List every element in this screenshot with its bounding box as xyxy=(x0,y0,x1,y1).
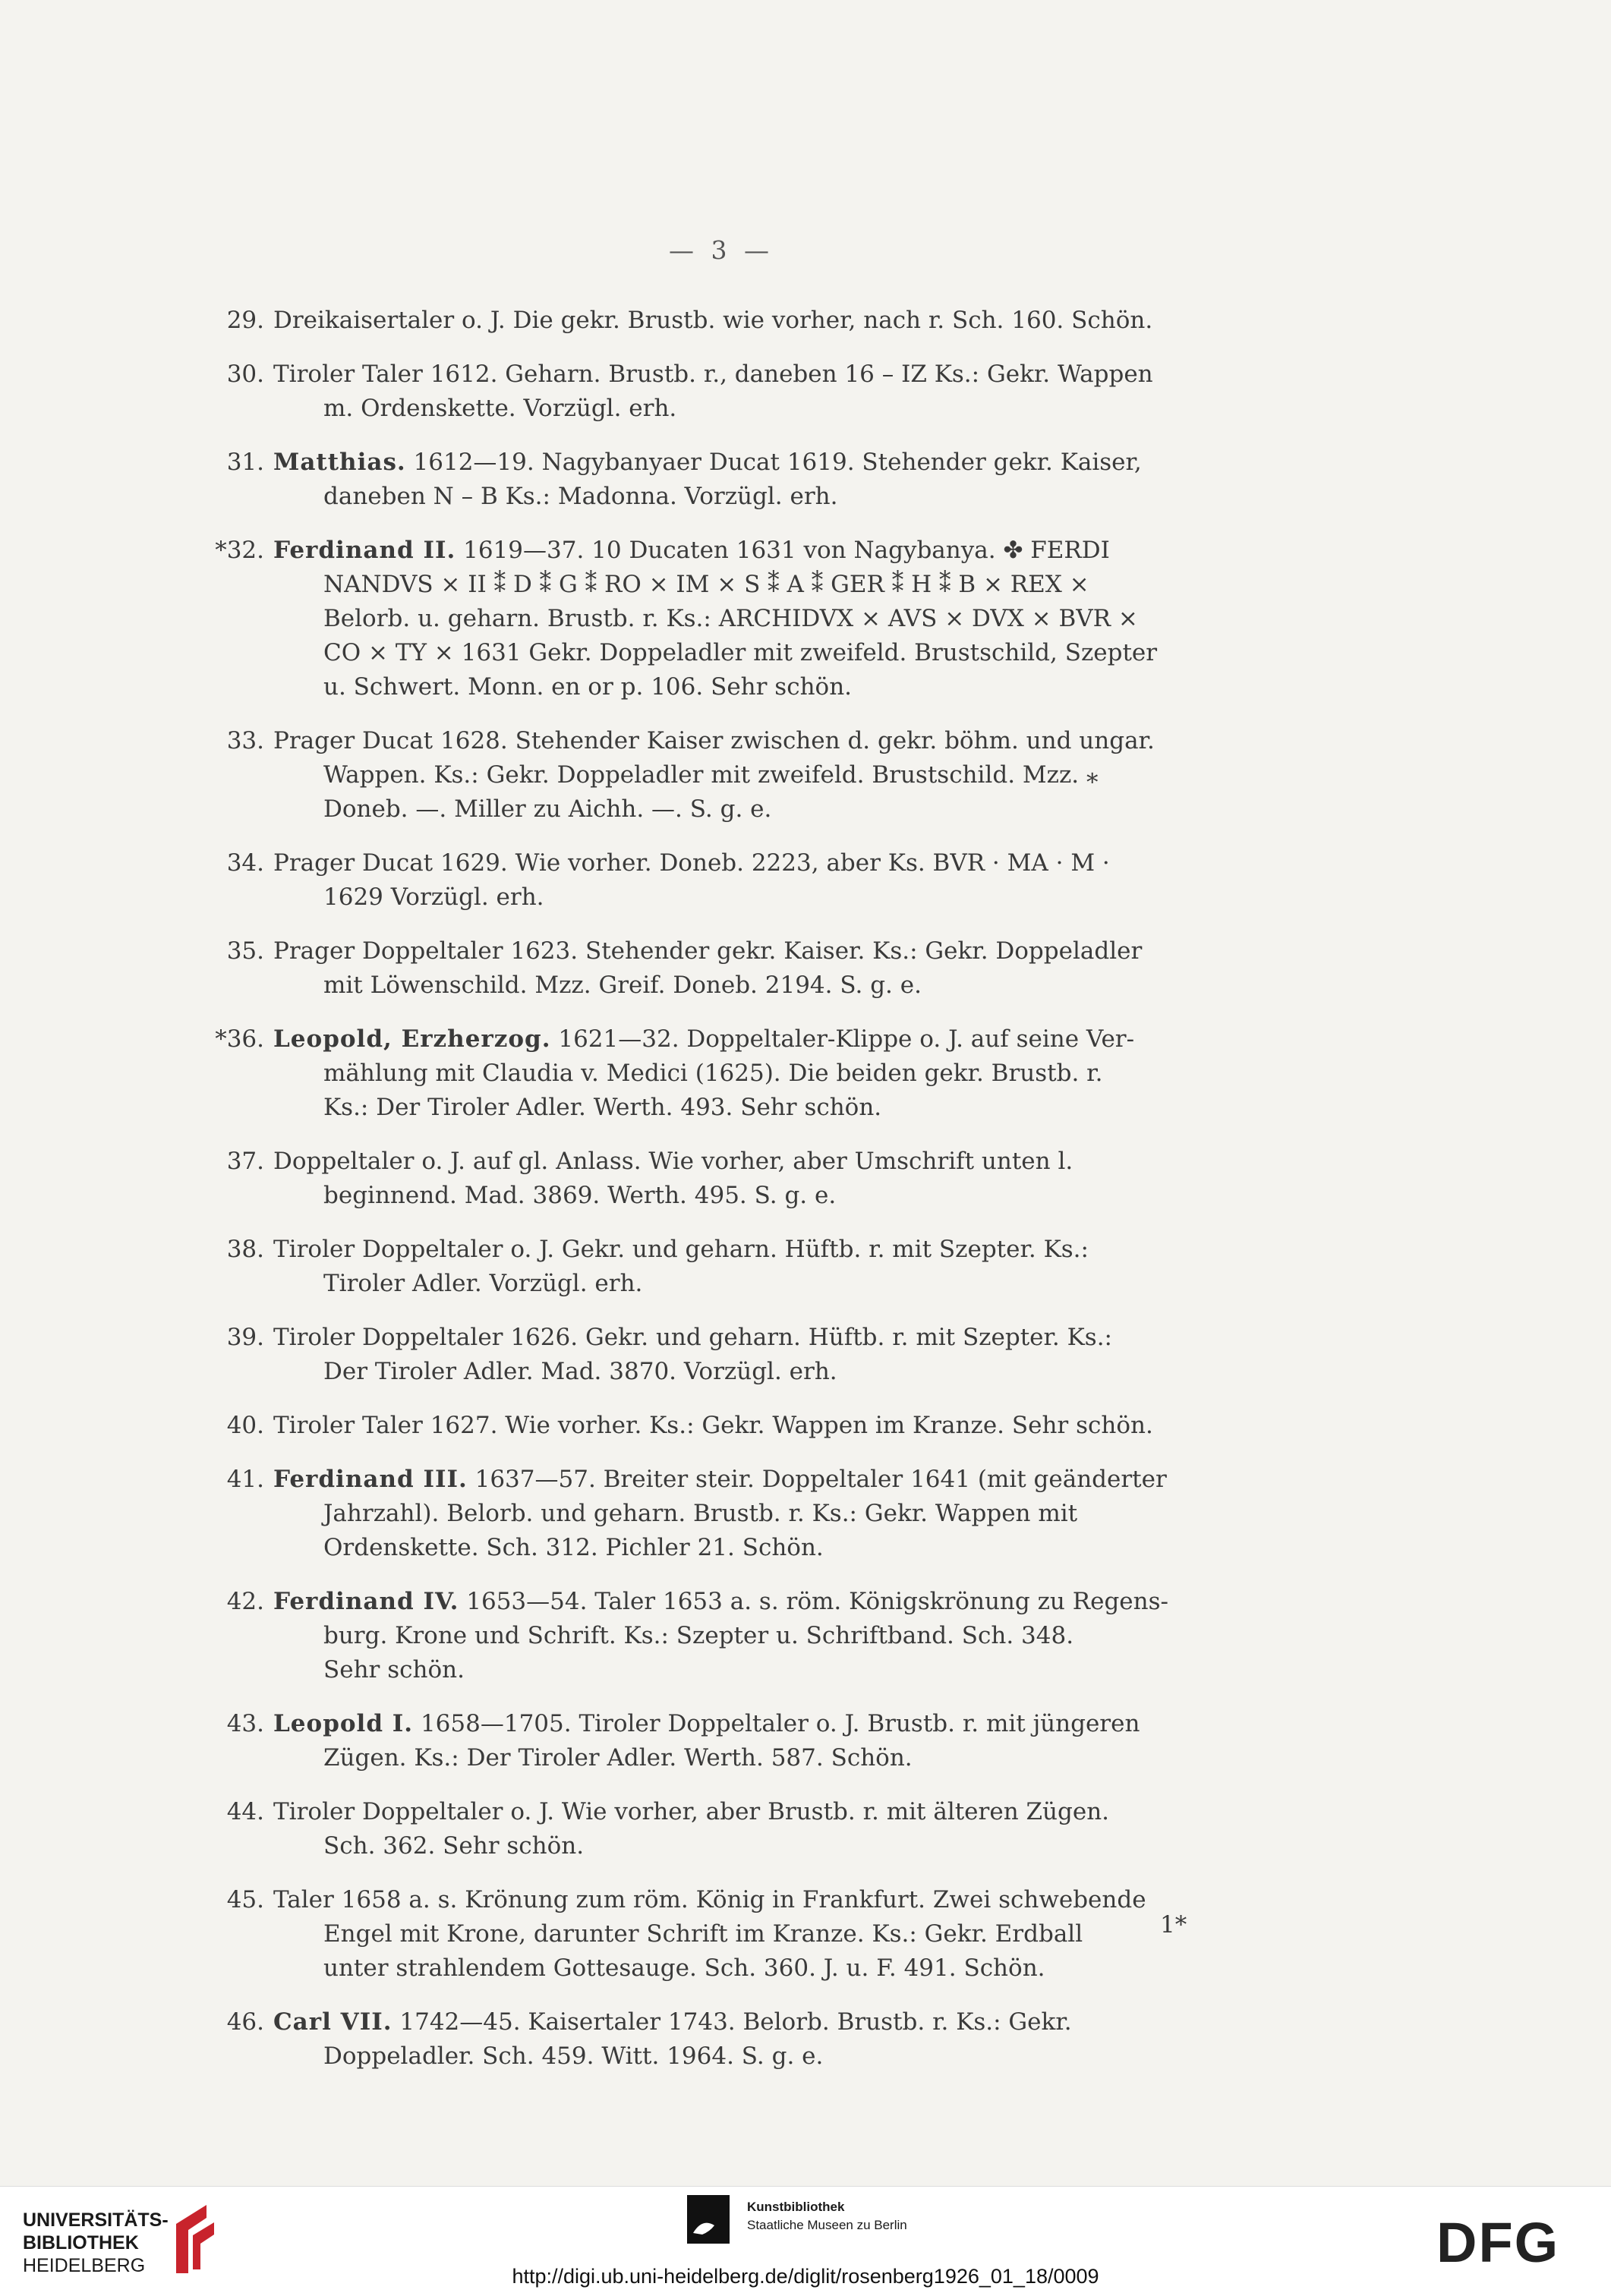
entry-text: 1742—45. Kaisertaler 1743. Belorb. Brustb. r. Ks.: Gekr. xyxy=(392,2008,1072,2036)
entry-line xyxy=(205,480,1268,514)
catalogue-entry xyxy=(205,534,1268,704)
entry-line xyxy=(205,1463,1268,1497)
catalogue-entry xyxy=(205,1409,1268,1443)
entry-text: Doppeladler. Sch. 459. Witt. 1964. S. g. e. xyxy=(323,2042,824,2070)
entry-text: Jahrzahl). Belorb. und geharn. Brustb. r. Ks.: Gekr. Wappen mit xyxy=(323,1500,1078,1527)
entry-line xyxy=(205,1497,1268,1531)
entry-line xyxy=(205,880,1268,915)
ub-line-3: HEIDELBERG xyxy=(23,2255,146,2276)
entry-line xyxy=(205,1741,1268,1775)
entry-line xyxy=(205,1145,1268,1179)
entry-line xyxy=(205,392,1268,426)
catalogue-entry xyxy=(205,446,1268,514)
entry-line xyxy=(205,534,1268,568)
entry-text: 1653—54. Taler 1653 a. s. röm. Königskrönung zu Regens- xyxy=(459,1588,1168,1615)
entry-line xyxy=(205,792,1268,827)
entry-text: Engel mit Krone, darunter Schrift im Kranze. Ks.: Gekr. Erdball xyxy=(323,1920,1083,1948)
entry-number: 29. xyxy=(226,307,264,334)
entry-text: Prager Doppeltaler 1623. Stehender gekr. Kaiser. Ks.: Gekr. Doppeladler xyxy=(273,937,1143,965)
entry-line xyxy=(205,1091,1268,1125)
kunstbibliothek-logo-icon xyxy=(687,2195,730,2244)
entry-text: Ordenskette. Sch. 312. Pichler 21. Schön. xyxy=(323,1534,824,1561)
entry-line xyxy=(205,1619,1268,1653)
entry-text: Dreikaisertaler o. J. Die gekr. Brustb. wie vorher, nach r. Sch. 160. Schön. xyxy=(273,307,1153,334)
entry-line xyxy=(205,758,1268,792)
entry-text: mählung mit Claudia v. Medici (1625). Die beiden gekr. Brustb. r. xyxy=(323,1060,1103,1087)
entry-ruler-name: Leopold, Erzherzog. xyxy=(273,1025,551,1053)
dfg-logo[interactable]: DFG xyxy=(1436,2211,1560,2274)
entry-line xyxy=(205,670,1268,704)
entry-text: Tiroler Adler. Vorzügl. erh. xyxy=(323,1270,643,1297)
entry-number: 30. xyxy=(226,361,264,388)
entry-text: Prager Ducat 1629. Wie vorher. Doneb. 2223, aber Ks. BVR · MA · M · xyxy=(273,849,1110,877)
entry-line xyxy=(205,1653,1268,1687)
catalogue-entry xyxy=(205,1233,1268,1301)
entry-text: daneben N – B Ks.: Madonna. Vorzügl. erh. xyxy=(323,483,838,510)
entry-line xyxy=(205,2005,1268,2039)
entry-line xyxy=(205,636,1268,670)
entry-text: Ks.: Der Tiroler Adler. Werth. 493. Sehr schön. xyxy=(323,1094,882,1121)
entry-line xyxy=(205,1022,1268,1057)
entry-text: CO × TY × 1631 Gekr. Doppeladler mit zweifeld. Brustschild, Szepter xyxy=(323,639,1158,666)
entry-line xyxy=(205,724,1268,758)
catalogue-entry xyxy=(205,1321,1268,1389)
entry-number: 45. xyxy=(226,1886,264,1913)
entry-line xyxy=(205,602,1268,636)
entry-line xyxy=(205,1355,1268,1389)
entry-text: m. Ordenskette. Vorzügl. erh. xyxy=(323,395,677,422)
entry-line xyxy=(205,1917,1268,1951)
ub-line-2: BIBLIOTHEK xyxy=(23,2232,139,2253)
catalogue-entries xyxy=(205,304,1268,2093)
entry-ruler-name: Leopold I. xyxy=(273,1710,414,1737)
entry-number: 33. xyxy=(226,727,264,754)
entry-line xyxy=(205,2039,1268,2074)
signature-mark: 1* xyxy=(1160,1911,1187,1939)
entry-line xyxy=(205,1585,1268,1619)
catalogue-entry xyxy=(205,846,1268,915)
entry-line xyxy=(205,1883,1268,1917)
entry-number: 39. xyxy=(226,1324,264,1351)
kunstbibliothek-text[interactable] xyxy=(747,2198,907,2235)
entry-text: Prager Ducat 1628. Stehender Kaiser zwischen d. gekr. böhm. und ungar. xyxy=(273,727,1155,754)
entry-text: burg. Krone und Schrift. Ks.: Szepter u. Schriftband. Sch. 348. xyxy=(323,1622,1074,1649)
entry-ruler-name: Carl VII. xyxy=(273,2008,393,2036)
entry-number: 38. xyxy=(226,1236,264,1263)
entry-text: Sch. 362. Sehr schön. xyxy=(323,1832,585,1860)
catalogue-entry xyxy=(205,1022,1268,1125)
entry-number: 42. xyxy=(226,1588,264,1615)
entry-text: Doppeltaler o. J. auf gl. Anlass. Wie vorher, aber Umschrift unten l. xyxy=(273,1148,1073,1175)
kb-line-1: Kunstbibliothek xyxy=(747,2200,845,2214)
entry-line xyxy=(205,357,1268,392)
entry-text: beginnend. Mad. 3869. Werth. 495. S. g. e. xyxy=(323,1182,837,1209)
entry-text: Der Tiroler Adler. Mad. 3870. Vorzügl. erh. xyxy=(323,1358,837,1385)
entry-number: *32. xyxy=(215,537,264,564)
entry-number: 41. xyxy=(226,1466,264,1493)
entry-text: Tiroler Doppeltaler o. J. Wie vorher, aber Brustb. r. mit älteren Zügen. xyxy=(273,1798,1110,1825)
entry-text: Doneb. —. Miller zu Aichh. —. S. g. e. xyxy=(323,795,772,823)
entry-number: 31. xyxy=(226,449,264,476)
entry-text: Sehr schön. xyxy=(323,1656,465,1683)
entry-text: 1658—1705. Tiroler Doppeltaler o. J. Brustb. r. mit jüngeren xyxy=(413,1710,1140,1737)
entry-number: 44. xyxy=(226,1798,264,1825)
entry-line xyxy=(205,1951,1268,1986)
entry-line xyxy=(205,1057,1268,1091)
entry-text: mit Löwenschild. Mzz. Greif. Doneb. 2194. S. g. e. xyxy=(323,972,922,999)
catalogue-entry xyxy=(205,1585,1268,1687)
entry-text: unter strahlendem Gottesauge. Sch. 360. J. u. F. 491. Schön. xyxy=(323,1954,1045,1982)
entry-number: 40. xyxy=(226,1412,264,1439)
entry-text: u. Schwert. Monn. en or p. 106. Sehr schön. xyxy=(323,673,853,701)
entry-line xyxy=(205,446,1268,480)
entry-ruler-name: Ferdinand IV. xyxy=(273,1588,459,1615)
page-number: — 3 — xyxy=(669,235,774,265)
catalogue-entry xyxy=(205,1463,1268,1565)
entry-text: Tiroler Taler 1627. Wie vorher. Ks.: Gekr. Wappen im Kranze. Sehr schön. xyxy=(273,1412,1153,1439)
entry-text: Belorb. u. geharn. Brustb. r. Ks.: ARCHIDVX × AVS × DVX × BVR × xyxy=(323,605,1138,632)
entry-text: Tiroler Taler 1612. Geharn. Brustb. r., daneben 16 – IZ Ks.: Gekr. Wappen xyxy=(273,361,1153,388)
catalogue-entry xyxy=(205,1145,1268,1213)
entry-text: 1629 Vorzügl. erh. xyxy=(323,883,544,911)
ub-line-1: UNIVERSITÄTS- xyxy=(23,2209,169,2231)
entry-line xyxy=(205,968,1268,1003)
catalogue-entry xyxy=(205,304,1268,338)
catalogue-entry xyxy=(205,2005,1268,2074)
entry-text: Tiroler Doppeltaler o. J. Gekr. und geharn. Hüftb. r. mit Szepter. Ks.: xyxy=(273,1236,1089,1263)
entry-line xyxy=(205,1321,1268,1355)
entry-number: 35. xyxy=(226,937,264,965)
catalogue-entry xyxy=(205,357,1268,426)
permalink-url[interactable]: http://digi.ub.uni-heidelberg.de/diglit/rosenberg1926_01_18/0009 xyxy=(512,2265,1099,2288)
entry-number: 46. xyxy=(226,2008,264,2036)
entry-line xyxy=(205,1179,1268,1213)
entry-text: Taler 1658 a. s. Krönung zum röm. König in Frankfurt. Zwei schwebende xyxy=(273,1886,1146,1913)
entry-text: Tiroler Doppeltaler 1626. Gekr. und geharn. Hüftb. r. mit Szepter. Ks.: xyxy=(273,1324,1112,1351)
entry-line xyxy=(205,1531,1268,1565)
entry-text: Wappen. Ks.: Gekr. Doppeladler mit zweifeld. Brustschild. Mzz. ⁎ xyxy=(323,761,1099,789)
entry-text: NANDVS × II ⁑ D ⁑ G ⁑ RO × IM × S ⁑ A ⁑ GER ⁑ H ⁑ B × REX × xyxy=(323,571,1089,598)
entry-number: 37. xyxy=(226,1148,264,1175)
entry-text: 1612—19. Nagybanyaer Ducat 1619. Stehender gekr. Kaiser, xyxy=(405,449,1142,476)
entry-line xyxy=(205,304,1268,338)
entry-number: *36. xyxy=(215,1025,264,1053)
entry-line xyxy=(205,1233,1268,1267)
entry-text: 1637—57. Breiter steir. Doppeltaler 1641 (mit geänderter xyxy=(467,1466,1167,1493)
entry-text: 1621—32. Doppeltaler-Klippe o. J. auf seine Ver- xyxy=(550,1025,1135,1053)
entry-line xyxy=(205,1707,1268,1741)
entry-number: 43. xyxy=(226,1710,264,1737)
entry-line xyxy=(205,1409,1268,1443)
entry-line xyxy=(205,846,1268,880)
entry-text: Zügen. Ks.: Der Tiroler Adler. Werth. 587. Schön. xyxy=(323,1744,913,1772)
entry-ruler-name: Matthias. xyxy=(273,449,406,476)
entry-ruler-name: Ferdinand III. xyxy=(273,1466,468,1493)
entry-line xyxy=(205,1795,1268,1829)
entry-number: 34. xyxy=(226,849,264,877)
catalogue-entry xyxy=(205,724,1268,827)
catalogue-entry xyxy=(205,934,1268,1003)
kb-line-2: Staatliche Museen zu Berlin xyxy=(747,2218,907,2232)
catalogue-entry xyxy=(205,1883,1268,1986)
entry-line xyxy=(205,934,1268,968)
entry-line xyxy=(205,1267,1268,1301)
catalogue-entry xyxy=(205,1795,1268,1863)
catalogue-entry xyxy=(205,1707,1268,1775)
entry-line xyxy=(205,568,1268,602)
entry-text: 1619—37. 10 Ducaten 1631 von Nagybanya. ✤ FERDI xyxy=(456,537,1110,564)
entry-ruler-name: Ferdinand II. xyxy=(273,537,456,564)
entry-line xyxy=(205,1829,1268,1863)
